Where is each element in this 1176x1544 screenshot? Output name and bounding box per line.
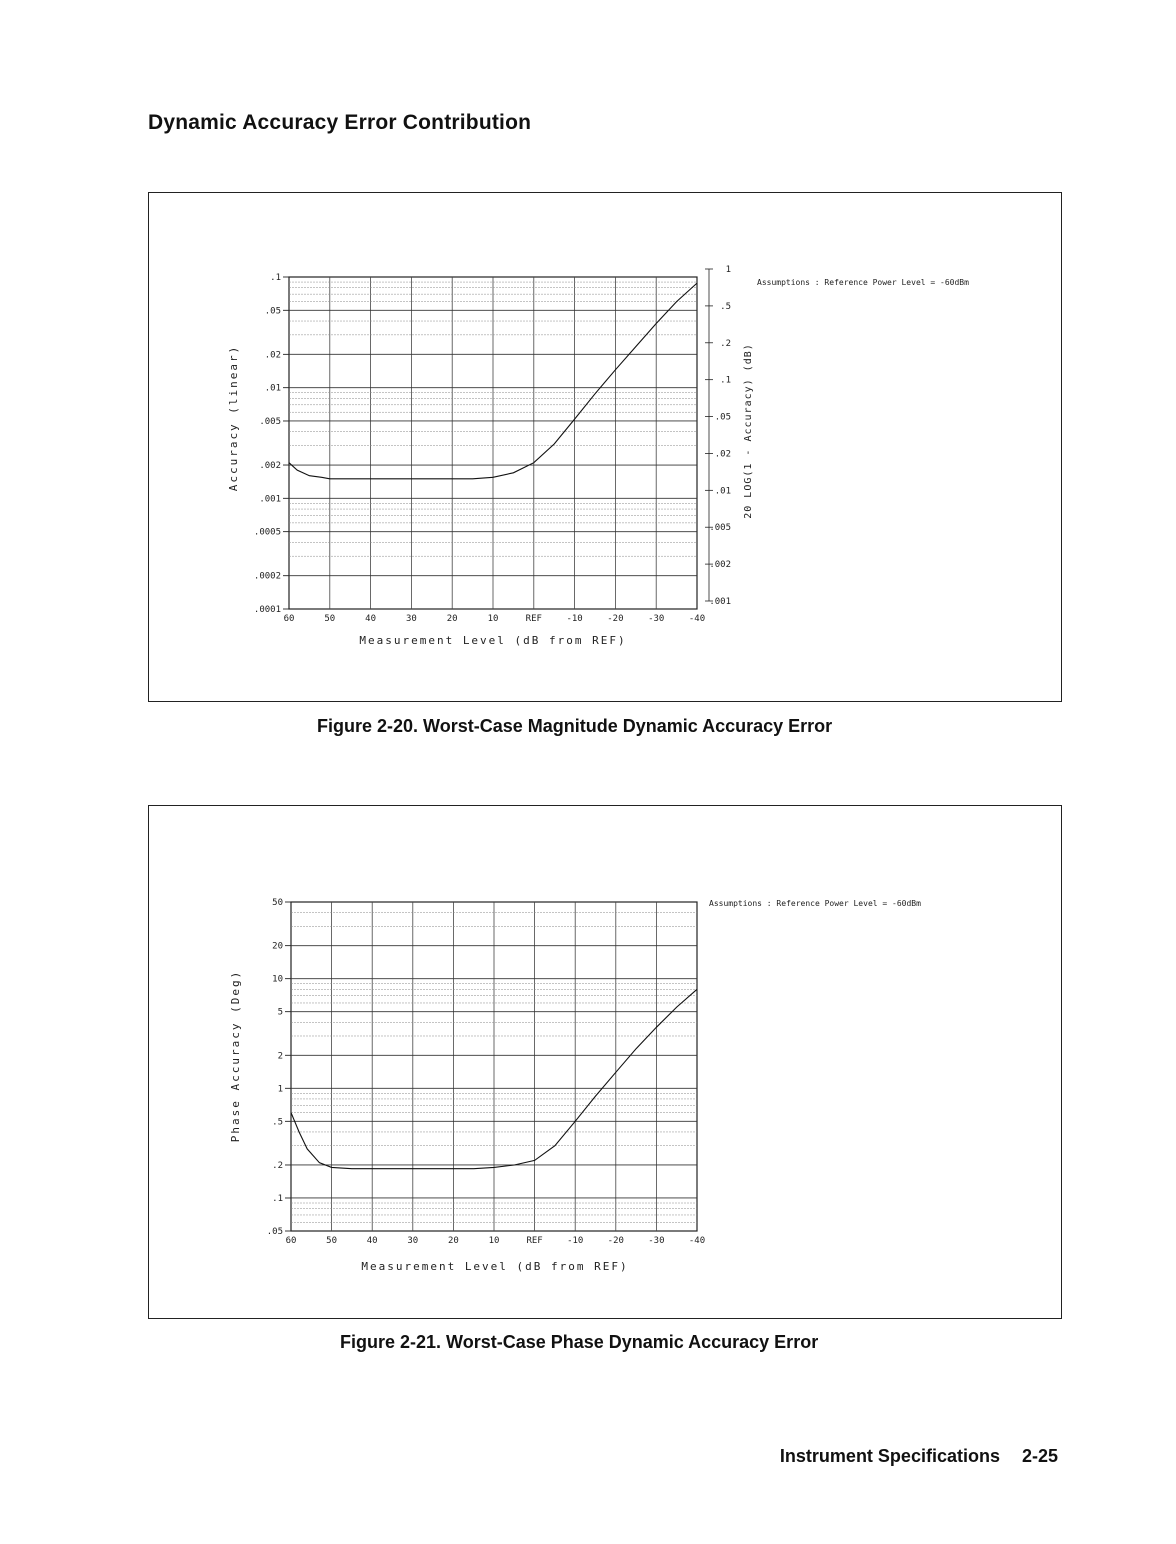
x-tick-label: 30 xyxy=(405,614,417,624)
y2-tick-label: .01 xyxy=(714,486,731,497)
y2-tick-label: .05 xyxy=(714,412,731,423)
x-axis-label: Measurement Level (dB from REF) xyxy=(361,1260,629,1273)
y2-tick-label: .5 xyxy=(720,301,731,312)
y-tick-label: 10 xyxy=(272,974,283,985)
y-tick-label: .5 xyxy=(272,1117,283,1128)
y-tick-label: .2 xyxy=(272,1160,283,1171)
y2-tick-label: .005 xyxy=(709,523,731,534)
figure-2-21-frame xyxy=(148,805,1062,1319)
x-tick-label: 40 xyxy=(365,614,377,624)
x-axis-label: Measurement Level (dB from REF) xyxy=(359,634,627,647)
y2-tick-label: 1 xyxy=(725,265,731,275)
y2-tick-label: .02 xyxy=(714,449,731,460)
y2-tick-label: .1 xyxy=(720,375,731,386)
footer-section: Instrument Specifications xyxy=(779,1446,1000,1466)
y2-tick-label: .001 xyxy=(709,597,731,607)
x-tick-label: 50 xyxy=(324,614,336,624)
y-tick-label: .05 xyxy=(264,306,281,317)
x-tick-label: 20 xyxy=(446,614,458,624)
footer-page-number: 2-25 xyxy=(1021,1446,1058,1466)
y-tick-label: .01 xyxy=(264,383,281,394)
chart-annotation: Assumptions : Reference Power Level = -60dBm xyxy=(757,278,969,287)
x-tick-label: 30 xyxy=(407,1236,419,1246)
y-tick-label: .0005 xyxy=(253,527,281,538)
x-tick-label: 50 xyxy=(326,1236,338,1246)
y-tick-label: .001 xyxy=(259,494,281,505)
page-footer xyxy=(780,1446,1058,1467)
y-tick-label: 50 xyxy=(272,898,283,908)
y-tick-label: .005 xyxy=(259,416,281,427)
x-tick-label: 10 xyxy=(488,1236,500,1246)
x-tick-label: -20 xyxy=(607,614,624,624)
magnitude-chart xyxy=(149,193,1061,701)
y-axis-label: Phase Accuracy (Deg) xyxy=(229,969,242,1143)
x-tick-label: -40 xyxy=(688,1236,706,1246)
x-tick-label: 10 xyxy=(487,614,499,624)
y-tick-label: .05 xyxy=(266,1227,283,1237)
x-tick-label: 40 xyxy=(366,1236,378,1246)
x-tick-label: 20 xyxy=(447,1236,459,1246)
x-tick-label: -40 xyxy=(688,614,706,624)
y-tick-label: .0002 xyxy=(253,571,281,582)
x-tick-label: 60 xyxy=(285,1236,297,1246)
x-tick-label: -20 xyxy=(607,1236,624,1246)
x-tick-label: REF xyxy=(525,614,542,624)
y-tick-label: .002 xyxy=(259,461,281,472)
x-tick-label: -10 xyxy=(567,1236,584,1246)
figure-2-20-frame xyxy=(148,192,1062,702)
y2-tick-label: .2 xyxy=(720,338,731,349)
y2-tick-label: .002 xyxy=(709,560,731,571)
y-tick-label: .1 xyxy=(270,273,281,283)
y-tick-label: 1 xyxy=(277,1084,283,1095)
x-tick-label: 60 xyxy=(283,614,295,624)
phase-chart xyxy=(149,806,1061,1318)
y-tick-label: 2 xyxy=(277,1051,283,1062)
y-tick-label: .0001 xyxy=(253,605,281,615)
y-tick-label: .1 xyxy=(272,1193,283,1204)
y2-axis-label: 20 LOG(1 - Accuracy) (dB) xyxy=(743,343,754,519)
y-tick-label: 5 xyxy=(277,1007,283,1018)
x-tick-label: -30 xyxy=(648,614,665,624)
x-tick-label: -30 xyxy=(648,1236,665,1246)
y-tick-label: 20 xyxy=(272,941,283,952)
x-tick-label: REF xyxy=(526,1236,543,1246)
chart-annotation: Assumptions : Reference Power Level = -60dBm xyxy=(709,899,921,908)
page-title: Dynamic Accuracy Error Contribution xyxy=(148,111,532,134)
figure-2-20-caption: Figure 2-20. Worst-Case Magnitude Dynamic Accuracy Error xyxy=(317,716,833,736)
y-axis-label: Accuracy (linear) xyxy=(227,344,240,492)
x-tick-label: -10 xyxy=(566,614,583,624)
y-tick-label: .02 xyxy=(264,350,281,361)
figure-2-21-caption: Figure 2-21. Worst-Case Phase Dynamic Accuracy Error xyxy=(340,1332,819,1352)
